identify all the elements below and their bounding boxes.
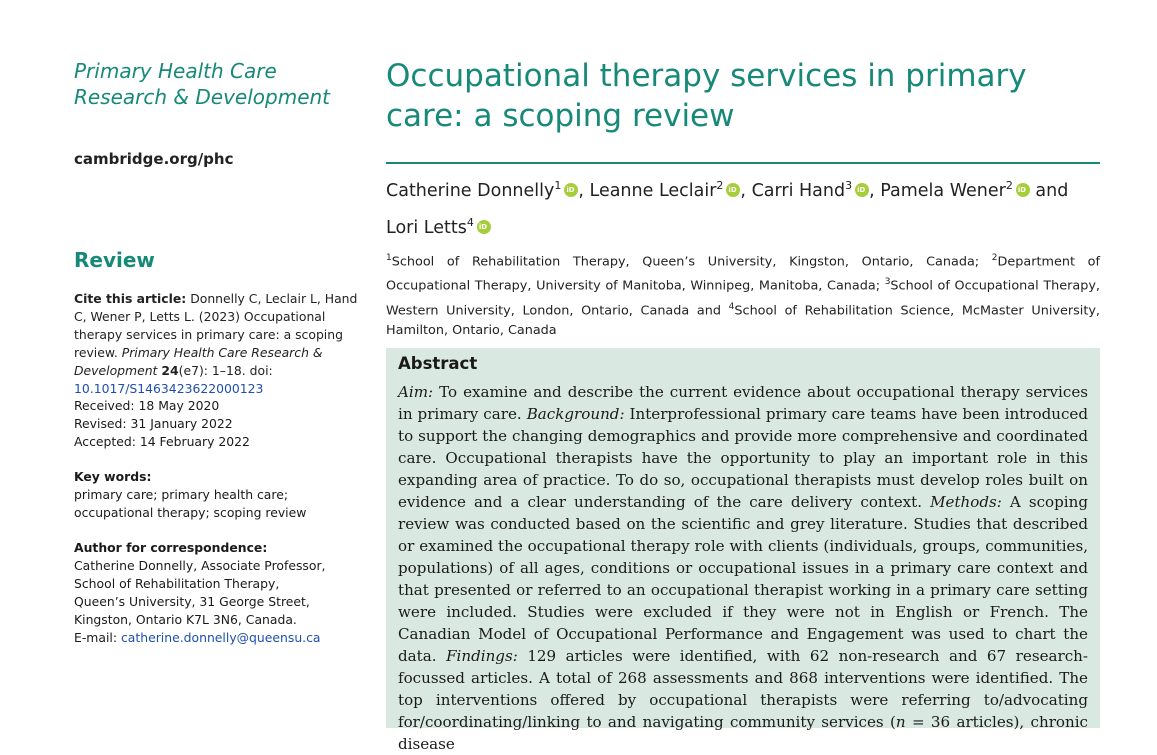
correspondence-line: Catherine Donnelly, Associate Professor, [74,558,326,573]
keywords-text: primary care; primary health care; occupational therapy; scoping review [74,487,307,520]
author[interactable]: Carri Hand$^3$iD [752,181,870,201]
correspondence-heading: Author for correspondence: [74,540,268,555]
journal-name-line2: Research & Development [74,85,331,109]
revised-date: Revised: 31 January 2022 [74,416,233,431]
keywords-heading: Key words: [74,469,152,484]
author[interactable]: Pamela Wener$^2$iD [880,181,1030,201]
abstract-heading: Abstract [398,354,478,373]
citation-journal: Primary Health Care Research & Development [74,345,323,378]
orcid-icon[interactable] [477,220,491,234]
article-type-label: Review [74,248,155,272]
title-divider [386,162,1100,164]
orcid-icon[interactable] [1016,183,1030,197]
dates-block [74,397,364,451]
orcid-icon[interactable] [855,183,869,197]
journal-name-line1: Primary Health Care [74,59,277,83]
author[interactable]: Leanne Leclair$^2$iD [590,181,741,201]
journal-website[interactable]: cambridge.org/phc [74,150,234,168]
orcid-icon[interactable] [564,183,578,197]
received-date: Received: 18 May 2020 [74,398,220,413]
author[interactable]: Catherine Donnelly$^1$iD [386,181,578,201]
correspondence-line: School of Rehabilitation Therapy, [74,576,280,591]
keywords-block [74,468,364,522]
citation-rest: (e7): 1–18. doi: [178,363,273,378]
correspondence-line: Kingston, Ontario K7L 3N6, Canada. [74,612,297,627]
email-label: E-mail: [74,630,121,645]
correspondence-line: Queen’s University, 31 George Street, [74,594,310,609]
abstract-text: Aim: To examine and describe the current evidence about occupational therapy services in primary care. Background: Interprofessional primary care teams have been introduced to support the changing demographics and provide more comprehensive and coordinated care. Occupational therapists have the opportunity to play an important role in this expanding area of practice. To do so, occupational therapists must develop roles built on evidence and a clear understanding of the care delivery context. Methods: A scoping review was conducted based on the scientific and grey literature. Studies that described or examined the occupational therapy role with clients (individuals, groups, communities, populations) of all ages, conditions or occupational issues in a primary care context and that presented or referred to an occupational therapist working in a primary care setting were included. Studies were excluded if they were not in English or French. The Canadian Model of Occupational Performance and Engagement was used to chart the data. Findings: 129 articles were identified, with 62 non-research and 67 research-focussed articles. A total of 268 assessments and 868 interventions were identified. The top interventions offered by occupational therapists were referring to/advocating for/coordinating/linking to and navigating community services (n = 36 articles), chronic disease [398,383,1088,753]
citation-block [74,290,364,398]
correspondence-email-line [74,629,364,647]
citation-text: Donnelly C, Leclair L, Hand C, Wener P, Letts L. (2023) Occupational therapy services in primary care: a scoping review. [74,291,358,360]
citation-label: Cite this article: [74,291,187,306]
author-list: Catherine Donnelly$^1$iD , Leanne Leclair$^2$iD , Carri Hand$^3$iD , Pamela Wener$^2$iD and Lori Letts$^4$iD [386,170,1100,244]
abstract-box [386,348,1100,753]
article-title: Occupational therapy services in primary care: a scoping review [386,58,1027,134]
email-link[interactable]: catherine.donnelly@queensu.ca [120,630,321,645]
citation-volume: 24 [161,363,179,378]
affiliations: $^1$School of Rehabilitation Therapy, Queen’s University, Kingston, Ontario, Canada; $^2$Department of Occupational Therapy, University of Manitoba, Winnipeg, Manitoba, Canada; $^3$School of Occupational Therapy, Western University, London, Ontario, Canada and $^4$School of Rehabilitation Science, McMaster University, Hamilton, Ontario, Canada [386,253,1101,338]
orcid-icon[interactable] [726,183,740,197]
accepted-date: Accepted: 14 February 2022 [74,434,250,449]
correspondence-block [74,539,364,647]
journal-name [74,58,364,110]
author[interactable]: Lori Letts$^4$iD [386,218,491,238]
doi-link[interactable]: 10.1017/S1463423622000123 [74,381,264,396]
